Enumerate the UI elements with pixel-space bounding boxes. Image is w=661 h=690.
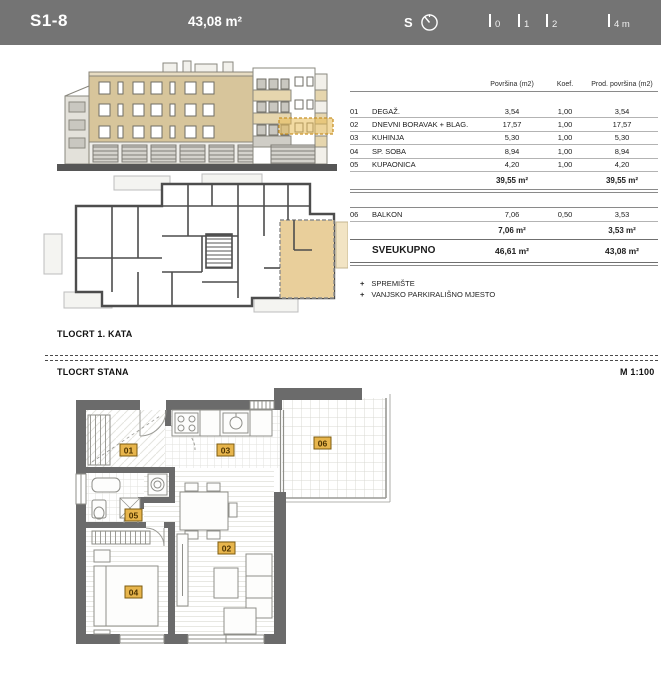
key-plan-drawing: [42, 172, 348, 324]
unit-floor-plan-drawing: [68, 382, 398, 672]
elevation-garage-level: [89, 142, 271, 164]
grand-total-label: SVEUKUPNO: [372, 245, 436, 257]
sofa-chaise: [224, 608, 256, 634]
key-plan-caption: TLOCRT 1. KATA: [57, 329, 133, 339]
balcony-subtotal-row: 7,06 m² 3,53 m²: [498, 225, 636, 235]
room-badge-04: [125, 586, 142, 598]
area-table-header: [350, 78, 658, 92]
bathroom-sink: [92, 478, 120, 492]
key-plan-unit-highlight: [280, 220, 334, 298]
scale-tick-label: 2: [552, 19, 558, 30]
svg-text:03: 03: [220, 445, 231, 456]
col-header-prod: Prod. površina (m2): [591, 81, 653, 88]
detail-plan-caption: TLOCRT STANA: [57, 367, 129, 377]
entry-wardrobe: [88, 415, 110, 465]
interior-subtotal-row: 39,55 m² 39,55 m²: [350, 172, 658, 190]
table-row: 01 DEGAŽ. 3,54 1,00 3,54: [350, 105, 658, 118]
scale-tick-label: 1: [524, 19, 530, 30]
elevation-main-block: [89, 72, 271, 142]
unit-highlight-elevation: [279, 118, 333, 134]
svg-text:04: 04: [128, 587, 139, 598]
ground-line: [57, 164, 337, 171]
key-plan-stair-core: [206, 234, 232, 268]
building-elevation-drawing: [55, 60, 341, 175]
elevation-right-block: [253, 68, 327, 164]
scale-tick: [546, 14, 548, 27]
header-bar: [0, 0, 661, 45]
dining-table: [180, 492, 228, 530]
north-indicator: [404, 13, 439, 32]
nightstand: [94, 550, 110, 562]
svg-text:06: 06: [317, 438, 328, 449]
room-badge-01: [120, 444, 137, 456]
north-compass-icon: [420, 13, 439, 32]
coffee-table: [214, 568, 238, 598]
col-header-area: Površina (m2): [490, 81, 534, 88]
scale-tick: [489, 14, 491, 27]
total-area-label: 43,08 m²: [187, 14, 243, 29]
col-header-koef: Koef.: [556, 81, 574, 88]
nightstand: [94, 630, 110, 634]
note-item: + VANJSKO PARKIRALIŠNO MJESTO: [360, 289, 496, 299]
svg-text:05: 05: [128, 510, 139, 521]
balcony-row: 06 BALKON 7,06 0,50 3,53: [350, 207, 658, 222]
scale-tick-label: 4 m: [614, 19, 630, 30]
table-row: 02 DNEVNI BORAVAK + BLAG. 17,57 1,00 17,57: [350, 118, 658, 131]
svg-text:02: 02: [221, 543, 232, 554]
scale-tick: [608, 14, 610, 27]
scale-bar: [489, 12, 649, 34]
key-plan-unit-balcony: [336, 222, 348, 268]
extras-notes: [350, 278, 658, 300]
room-badge-03: [217, 444, 234, 456]
grand-total-row: SVEUKUPNO 46,61 m² 43,08 m²: [350, 239, 658, 263]
scale-tick: [518, 14, 520, 27]
scale-tick-label: 0: [495, 19, 501, 30]
bedroom-wardrobe: [92, 531, 150, 544]
table-row: 03 KUHINJA 5,30 1,00 5,30: [350, 132, 658, 145]
note-item: + SPREMIŠTE: [360, 278, 415, 288]
scale-note: M 1:100: [620, 367, 655, 377]
north-label: S: [404, 15, 413, 30]
room-badge-05: [125, 509, 142, 521]
room-badge-02: [218, 542, 235, 554]
table-row: 05 KUPAONICA 4,20 1,00 4,20: [350, 159, 658, 172]
area-table: [350, 78, 658, 300]
table-row: 04 SP. SOBA 8,94 1,00 8,94: [350, 145, 658, 158]
section-divider: [45, 355, 658, 361]
room-badge-06: [314, 437, 331, 449]
elevation-left-annex: [65, 86, 89, 164]
unit-id: S1-8: [30, 11, 68, 30]
svg-text:01: 01: [123, 445, 134, 456]
